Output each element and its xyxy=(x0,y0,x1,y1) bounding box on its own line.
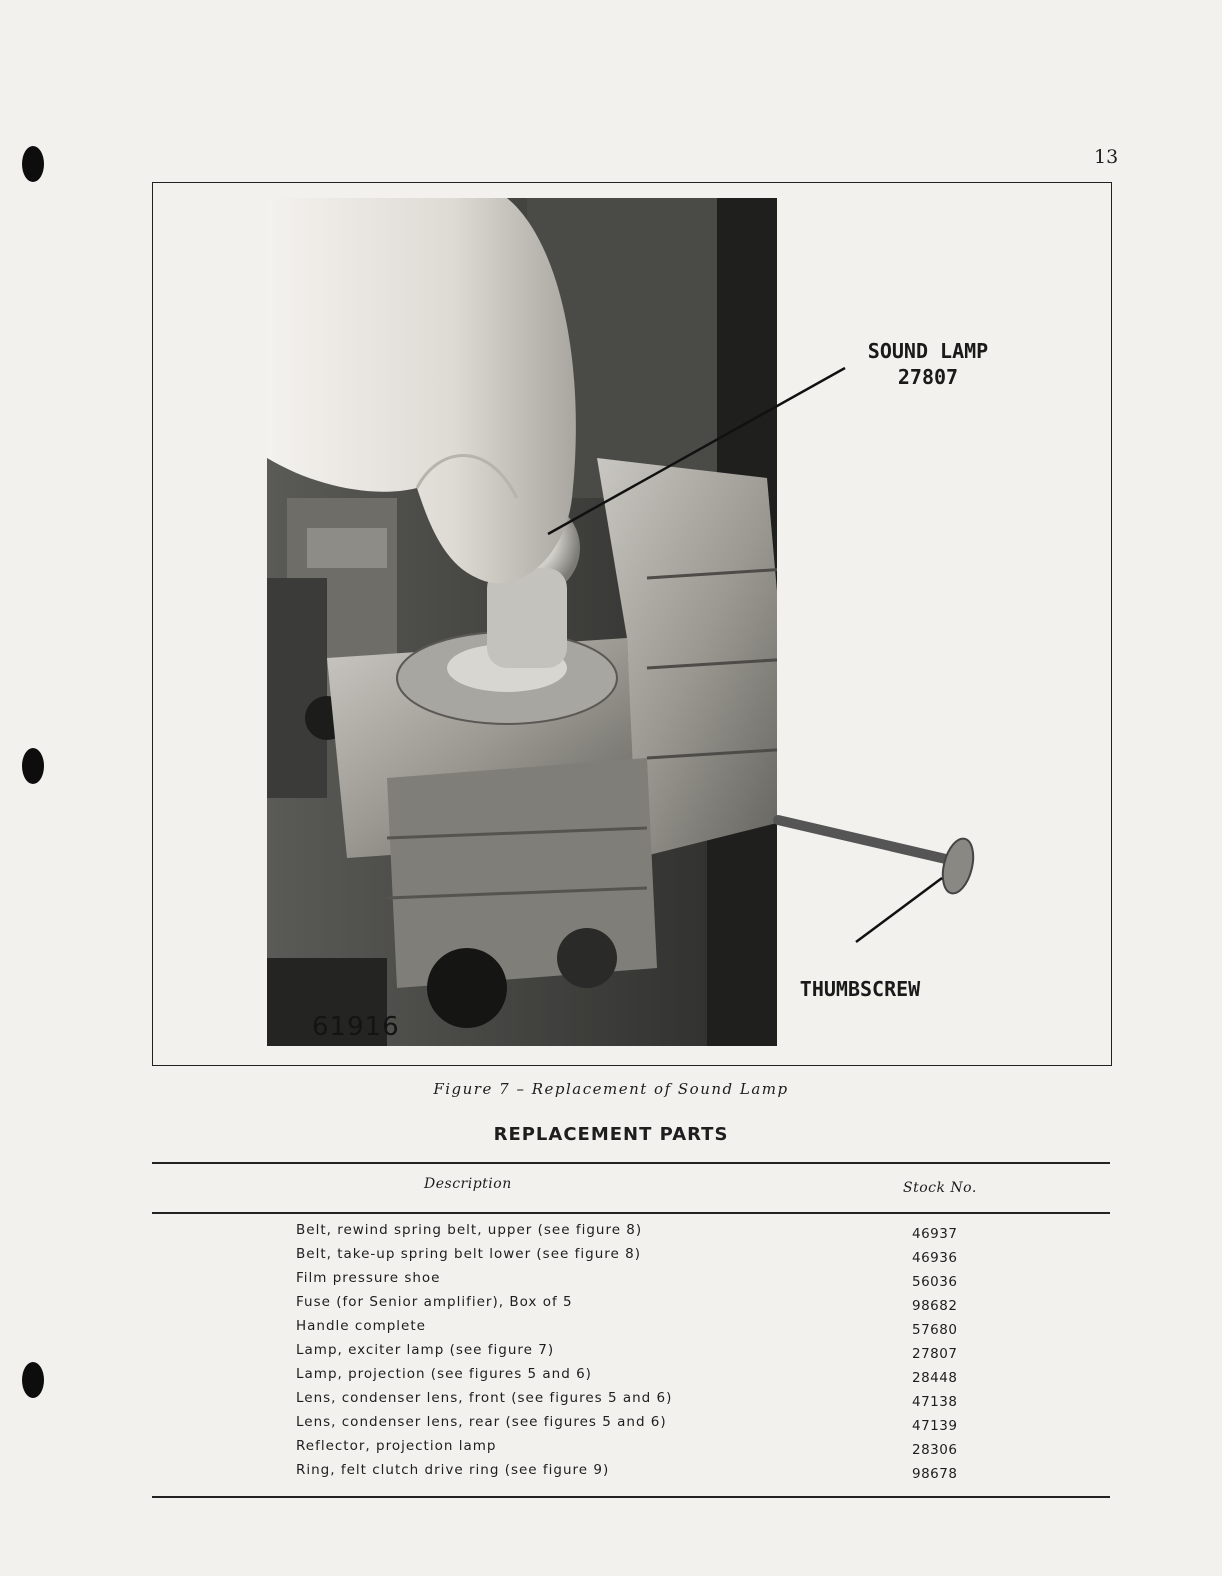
table-row xyxy=(0,1270,1222,1294)
table-header-rule xyxy=(152,1212,1110,1214)
thumbscrew-shaft xyxy=(778,820,950,860)
figure-caption: Figure 7 – Replacement of Sound Lamp xyxy=(433,1080,789,1098)
table-row xyxy=(0,1438,1222,1462)
parts-table xyxy=(0,1222,1222,1486)
table-top-rule xyxy=(152,1162,1110,1164)
part-description: Film pressure shoe xyxy=(296,1270,441,1286)
part-stock-no: 47139 xyxy=(912,1418,958,1434)
sound-lamp-label: SOUND LAMP xyxy=(867,339,989,363)
part-description: Belt, rewind spring belt, upper (see figure 8) xyxy=(296,1222,643,1238)
part-description: Reflector, projection lamp xyxy=(296,1438,497,1454)
stock-no-header: Stock No. xyxy=(903,1180,977,1196)
part-description: Fuse (for Senior amplifier), Box of 5 xyxy=(296,1294,573,1310)
replacement-parts-title: REPLACEMENT PARTS xyxy=(493,1124,729,1145)
table-row xyxy=(0,1390,1222,1414)
part-stock-no: 98682 xyxy=(912,1298,958,1314)
thumbscrew-leader xyxy=(856,878,942,942)
part-stock-no: 56036 xyxy=(912,1274,958,1290)
description-header: Description xyxy=(424,1176,512,1192)
table-row xyxy=(0,1318,1222,1342)
page-number: 13 xyxy=(1094,146,1119,168)
thumbscrew-knob xyxy=(938,835,979,896)
part-stock-no: 57680 xyxy=(912,1322,958,1338)
table-row xyxy=(0,1366,1222,1390)
part-description: Belt, take-up spring belt lower (see figure 8) xyxy=(296,1246,641,1262)
sound-lamp-part-no: 27807 xyxy=(897,365,959,389)
table-row xyxy=(0,1462,1222,1486)
part-stock-no: 98678 xyxy=(912,1466,958,1482)
part-description: Lens, condenser lens, rear (see figures 5 and 6) xyxy=(296,1414,667,1430)
table-row xyxy=(0,1342,1222,1366)
part-stock-no: 27807 xyxy=(912,1346,958,1362)
part-stock-no: 47138 xyxy=(912,1394,958,1410)
table-row xyxy=(0,1246,1222,1270)
part-stock-no: 46936 xyxy=(912,1250,958,1266)
part-description: Lamp, projection (see figures 5 and 6) xyxy=(296,1366,592,1382)
sound-lamp-callout xyxy=(858,338,998,390)
table-row xyxy=(0,1222,1222,1246)
part-description: Handle complete xyxy=(296,1318,426,1334)
table-row xyxy=(0,1414,1222,1438)
part-stock-no: 28306 xyxy=(912,1442,958,1458)
part-description: Ring, felt clutch drive ring (see figure 9) xyxy=(296,1462,610,1478)
table-bottom-rule xyxy=(152,1496,1110,1498)
sound-lamp-leader xyxy=(548,368,845,534)
part-description: Lamp, exciter lamp (see figure 7) xyxy=(296,1342,555,1358)
photo-id: 61916 xyxy=(312,1012,400,1042)
part-stock-no: 46937 xyxy=(912,1226,958,1242)
part-stock-no: 28448 xyxy=(912,1370,958,1386)
part-description: Lens, condenser lens, front (see figures 5 and 6) xyxy=(296,1390,673,1406)
table-row xyxy=(0,1294,1222,1318)
thumbscrew-callout: THUMBSCREW xyxy=(799,977,921,1001)
